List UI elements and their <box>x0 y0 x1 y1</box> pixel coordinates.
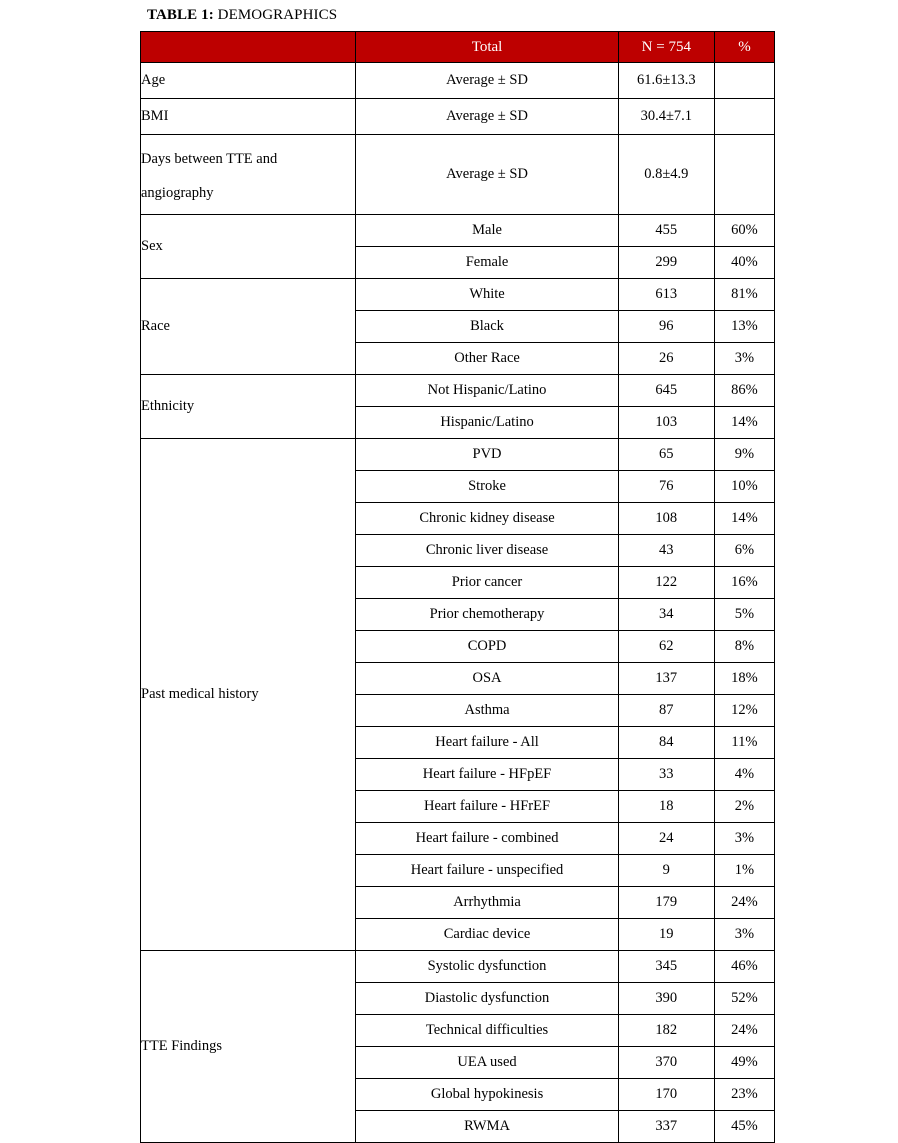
row-group-label: Sex <box>141 215 356 279</box>
row-group-label-line: angiography <box>141 185 214 201</box>
cell-percent: 3% <box>714 823 774 855</box>
cell-total: Global hypokinesis <box>356 1079 618 1111</box>
cell-total: Heart failure - HFrEF <box>356 791 618 823</box>
cell-percent: 11% <box>714 727 774 759</box>
cell-count: 299 <box>618 247 714 279</box>
table-body <box>141 63 775 1143</box>
cell-total: Asthma <box>356 695 618 727</box>
cell-total: Male <box>356 215 618 247</box>
cell-total: Hispanic/Latino <box>356 407 618 439</box>
cell-count: 370 <box>618 1047 714 1079</box>
cell-total: Heart failure - HFpEF <box>356 759 618 791</box>
cell-total: PVD <box>356 439 618 471</box>
cell-total: Heart failure - All <box>356 727 618 759</box>
cell-count: 170 <box>618 1079 714 1111</box>
cell-count: 30.4±7.1 <box>618 99 714 135</box>
cell-count: 61.6±13.3 <box>618 63 714 99</box>
cell-count: 390 <box>618 983 714 1015</box>
cell-percent: 49% <box>714 1047 774 1079</box>
cell-total: UEA used <box>356 1047 618 1079</box>
cell-total: Diastolic dysfunction <box>356 983 618 1015</box>
cell-percent: 24% <box>714 1015 774 1047</box>
row-group-label: Past medical history <box>141 439 356 951</box>
row-group-label: Ethnicity <box>141 375 356 439</box>
table-row <box>141 99 775 135</box>
cell-total: Average ± SD <box>356 63 618 99</box>
cell-percent: 60% <box>714 215 774 247</box>
cell-count: 337 <box>618 1111 714 1143</box>
cell-count: 182 <box>618 1015 714 1047</box>
cell-total: Chronic liver disease <box>356 535 618 567</box>
row-group-label: Race <box>141 279 356 375</box>
cell-count: 96 <box>618 311 714 343</box>
cell-count: 26 <box>618 343 714 375</box>
cell-percent <box>714 99 774 135</box>
cell-percent: 13% <box>714 311 774 343</box>
cell-count: 18 <box>618 791 714 823</box>
cell-count: 455 <box>618 215 714 247</box>
cell-percent: 23% <box>714 1079 774 1111</box>
row-group-label-line: Days between TTE and <box>141 151 278 167</box>
cell-total: Cardiac device <box>356 919 618 951</box>
table-row <box>141 375 775 407</box>
column-header-label <box>141 32 356 63</box>
cell-count: 122 <box>618 567 714 599</box>
cell-percent: 9% <box>714 439 774 471</box>
cell-count: 108 <box>618 503 714 535</box>
cell-percent: 45% <box>714 1111 774 1143</box>
cell-total: White <box>356 279 618 311</box>
cell-percent: 10% <box>714 471 774 503</box>
cell-count: 43 <box>618 535 714 567</box>
table-row <box>141 439 775 471</box>
cell-total: Heart failure - combined <box>356 823 618 855</box>
cell-percent: 46% <box>714 951 774 983</box>
cell-percent: 14% <box>714 503 774 535</box>
cell-percent: 40% <box>714 247 774 279</box>
table-header <box>141 32 775 63</box>
row-group-label: Age <box>141 63 356 99</box>
cell-count: 76 <box>618 471 714 503</box>
cell-count: 84 <box>618 727 714 759</box>
table-row <box>141 63 775 99</box>
cell-total: Prior chemotherapy <box>356 599 618 631</box>
cell-total: COPD <box>356 631 618 663</box>
cell-total: Systolic dysfunction <box>356 951 618 983</box>
cell-count: 137 <box>618 663 714 695</box>
cell-count: 19 <box>618 919 714 951</box>
cell-count: 34 <box>618 599 714 631</box>
table-row <box>141 951 775 983</box>
cell-count: 179 <box>618 887 714 919</box>
cell-count: 33 <box>618 759 714 791</box>
cell-percent <box>714 63 774 99</box>
column-header-percent: % <box>714 32 774 63</box>
cell-percent: 86% <box>714 375 774 407</box>
table-row <box>141 279 775 311</box>
row-group-label <box>141 135 356 215</box>
cell-percent: 4% <box>714 759 774 791</box>
cell-total: Arrhythmia <box>356 887 618 919</box>
table-row <box>141 135 775 215</box>
cell-percent: 8% <box>714 631 774 663</box>
cell-percent: 1% <box>714 855 774 887</box>
table-caption-label: TABLE 1: <box>147 7 214 23</box>
cell-total: Other Race <box>356 343 618 375</box>
cell-total: Average ± SD <box>356 135 618 215</box>
cell-total: Black <box>356 311 618 343</box>
cell-percent: 81% <box>714 279 774 311</box>
cell-count: 0.8±4.9 <box>618 135 714 215</box>
cell-count: 613 <box>618 279 714 311</box>
table-row <box>141 215 775 247</box>
column-header-total: Total <box>356 32 618 63</box>
demographics-table <box>140 31 775 1143</box>
cell-count: 87 <box>618 695 714 727</box>
cell-count: 345 <box>618 951 714 983</box>
header-row <box>141 32 775 63</box>
cell-count: 645 <box>618 375 714 407</box>
cell-count: 9 <box>618 855 714 887</box>
table-caption-text: DEMOGRAPHICS <box>213 7 338 23</box>
cell-percent: 18% <box>714 663 774 695</box>
cell-percent: 2% <box>714 791 774 823</box>
cell-total: Heart failure - unspecified <box>356 855 618 887</box>
row-group-label: TTE Findings <box>141 951 356 1143</box>
cell-total: Average ± SD <box>356 99 618 135</box>
cell-percent: 52% <box>714 983 774 1015</box>
cell-percent: 24% <box>714 887 774 919</box>
cell-percent: 3% <box>714 343 774 375</box>
row-group-label: BMI <box>141 99 356 135</box>
cell-total: Stroke <box>356 471 618 503</box>
cell-total: OSA <box>356 663 618 695</box>
cell-total: Chronic kidney disease <box>356 503 618 535</box>
cell-percent: 6% <box>714 535 774 567</box>
cell-percent: 14% <box>714 407 774 439</box>
cell-count: 24 <box>618 823 714 855</box>
cell-percent <box>714 135 774 215</box>
cell-total: Not Hispanic/Latino <box>356 375 618 407</box>
cell-total: Prior cancer <box>356 567 618 599</box>
cell-percent: 12% <box>714 695 774 727</box>
column-header-n: N = 754 <box>618 32 714 63</box>
cell-count: 103 <box>618 407 714 439</box>
cell-count: 65 <box>618 439 714 471</box>
cell-count: 62 <box>618 631 714 663</box>
table-caption <box>147 5 337 25</box>
cell-total: RWMA <box>356 1111 618 1143</box>
cell-percent: 3% <box>714 919 774 951</box>
cell-percent: 16% <box>714 567 774 599</box>
cell-total: Female <box>356 247 618 279</box>
cell-total: Technical difficulties <box>356 1015 618 1047</box>
cell-percent: 5% <box>714 599 774 631</box>
